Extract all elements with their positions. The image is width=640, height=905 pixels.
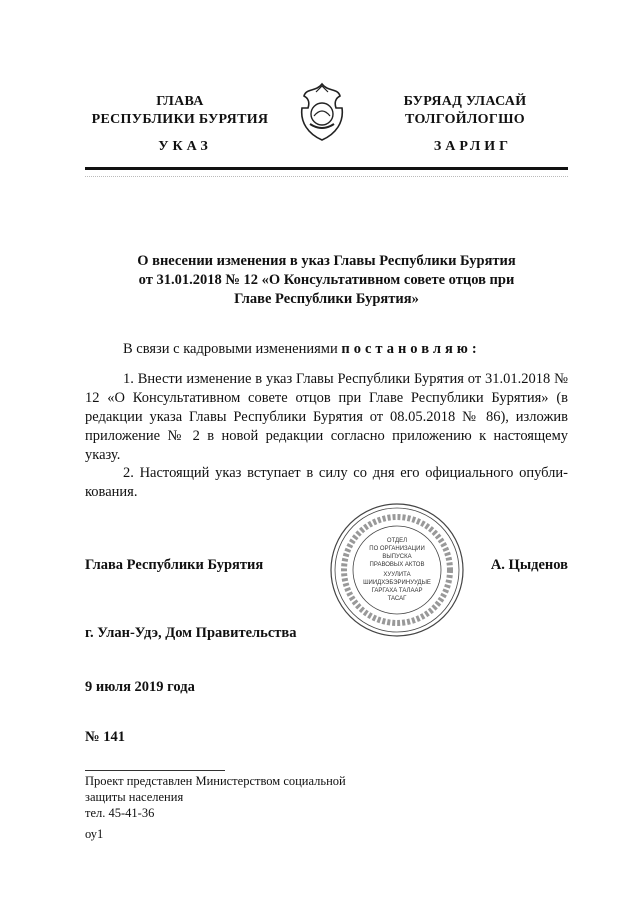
doc-type-bua: ЗАРЛИГ bbox=[433, 139, 513, 154]
header-right-line1: БУРЯАД УЛАСАЙ bbox=[403, 94, 527, 109]
signatory-name: А. Цыденов bbox=[490, 557, 568, 573]
seal-line2: ПО ОРГАНИЗАЦИИ bbox=[369, 546, 425, 552]
title-line3: Главе Республики Бурятия» bbox=[234, 291, 419, 307]
footer-separator bbox=[85, 770, 225, 771]
preamble-decree-word: постановляю: bbox=[341, 341, 481, 357]
decree-item-1: 1. Внести изменение в указ Главы Республики Бурятия от 31.01.2018 № 12 «О Консультативном совете отцов при Главе Республики Бурятия» (в редакции указа Главы Республики Бурятия от 08.05.2018 № 86), изложив приложение № 2 в новой редакции согласно приложению к настоящему указу. bbox=[85, 371, 568, 463]
header-left-line1: ГЛАВА bbox=[156, 94, 204, 109]
preamble bbox=[85, 340, 568, 359]
coat-of-arms-icon bbox=[296, 82, 348, 144]
title-line1: О внесении изменения в указ Главы Республики Бурятия bbox=[137, 253, 516, 269]
decree-item-2: 2. Настоящий указ вступает в силу со дня его официального опубли-кования. bbox=[85, 465, 568, 500]
header-right-line2: ТОЛГОЙЛОГШО bbox=[405, 112, 525, 127]
seal-line6: ШИИДХЭБЭРИНУУДЫЕ bbox=[363, 580, 431, 586]
footer-line2: защиты населения bbox=[85, 790, 184, 804]
document-title bbox=[85, 252, 568, 309]
header-left bbox=[85, 93, 275, 129]
footer-line1: Проект представлен Министерством социальной bbox=[85, 774, 346, 788]
signatory-position: Глава Республики Бурятия bbox=[85, 557, 264, 573]
header-right bbox=[370, 93, 560, 129]
header-rule bbox=[85, 167, 568, 170]
footer-line3: тел. 45-41-36 bbox=[85, 806, 155, 820]
seal-line3: ВЫПУСКА bbox=[382, 554, 412, 560]
seal-line4: ПРАВОВЫХ АКТОВ bbox=[369, 562, 425, 568]
seal-line7: ГАРГАХА ТАЛААР bbox=[371, 588, 423, 594]
title-line2: от 31.01.2018 № 12 «О Консультативном совете отцов при bbox=[138, 272, 515, 288]
official-seal-stamp bbox=[329, 502, 465, 638]
signing-date: 9 июля 2019 года bbox=[85, 679, 195, 695]
footer-code: оу1 bbox=[85, 827, 104, 841]
seal-line8: ТАСАГ bbox=[387, 596, 407, 602]
header-dotted-line bbox=[85, 176, 568, 181]
preamble-text: В связи с кадровыми изменениями bbox=[123, 341, 342, 357]
seal-line5: ХУУЛИТА bbox=[383, 572, 411, 578]
seal-line1: ОТДЕЛ bbox=[386, 538, 408, 544]
doc-type-ru: УКАЗ bbox=[158, 139, 212, 154]
place-of-signing: г. Улан-Удэ, Дом Правительства bbox=[85, 625, 297, 641]
decree-number: № 141 bbox=[85, 729, 125, 745]
header-left-line2: РЕСПУБЛИКИ БУРЯТИЯ bbox=[91, 112, 269, 127]
footer-note bbox=[85, 773, 485, 821]
